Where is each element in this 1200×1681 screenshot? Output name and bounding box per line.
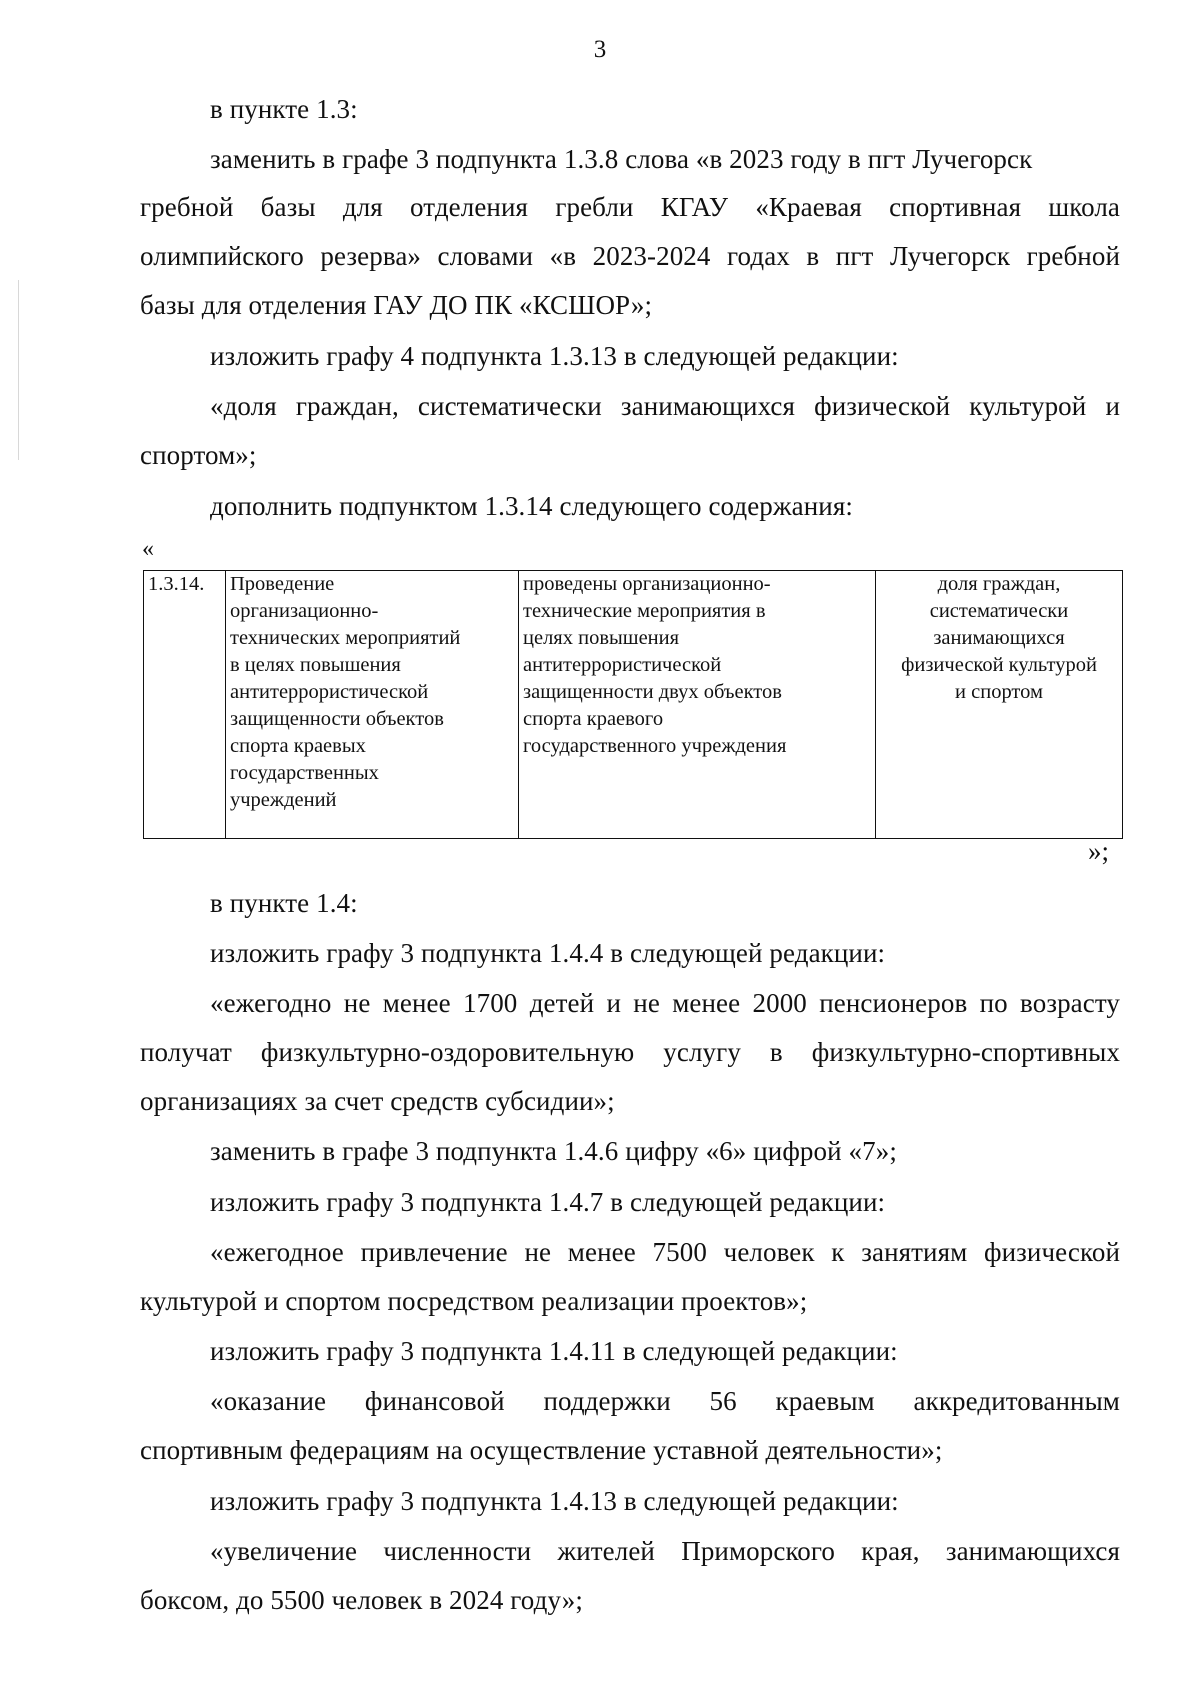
paragraph-line: олимпийского резерва» словами «в 2023-2024 годах в пгт Лучегорск гребной [140,241,1120,271]
quoted-text-line: спортом»; [140,440,257,470]
paragraph-line: базы для отделения ГАУ ДО ПК «КСШОР»; [140,290,653,320]
instruction-1-4-7: изложить графу 3 подпункта 1.4.7 в следующей редакции: [210,1187,886,1217]
quoted-text-line: «увеличение численности жителей Приморского края, занимающихся [210,1536,1120,1566]
paragraph-line: заменить в графе 3 подпункта 1.3.8 слова «в 2023 году в пгт Лучегорск [210,144,1033,174]
quoted-text-line: спортивным федерациям на осуществление уставной деятельности»; [140,1435,943,1465]
table-cell-result: проведены организационно- технические мероприятия в целях повышения антитеррористической защищенности двух объектов спорта краевого государственного учреждения [519,571,876,839]
quoted-text-line: получат физкультурно-оздоровительную услугу в физкультурно-спортивных [140,1037,1120,1067]
quoted-text-line: культурой и спортом посредством реализации проектов»; [140,1286,808,1316]
quoted-text-line: «ежегодно не менее 1700 детей и не менее 2000 пенсионеров по возрасту [210,988,1120,1018]
scan-edge-artifact [18,280,19,460]
paragraph-line: гребной базы для отделения гребли КГАУ «Краевая спортивная школа [140,192,1120,222]
instruction-1-4-6: заменить в графе 3 подпункта 1.4.6 цифру «6» цифрой «7»; [210,1136,897,1166]
table-cell-measure: Проведение организационно- технических мероприятий в целях повышения антитеррористической защищенности объектов спорта краевых государственных учреждений [226,571,519,839]
insert-table [143,570,1123,839]
table-cell-indicator: доля граждан, систематически занимающихся физической культурой и спортом [876,571,1123,839]
quoted-text-line: «доля граждан, систематически занимающихся физической культурой и [210,391,1120,421]
instruction-1-4-4: изложить графу 3 подпункта 1.4.4 в следующей редакции: [210,938,886,968]
instruction-1-3-14: дополнить подпунктом 1.3.14 следующего содержания: [210,491,853,521]
quoted-text-line: боксом, до 5500 человек в 2024 году»; [140,1585,583,1615]
quoted-text-line: «оказание финансовой поддержки 56 краевым аккредитованным [210,1386,1120,1416]
quoted-text-line: организациях за счет средств субсидии»; [140,1086,615,1116]
instruction-1-4-13: изложить графу 3 подпункта 1.4.13 в следующей редакции: [210,1486,899,1516]
table-cell-number: 1.3.14. [144,571,226,839]
page-number: 3 [593,36,607,63]
table-open-quote: « [142,536,154,562]
instruction-1-3-13: изложить графу 4 подпункта 1.3.13 в следующей редакции: [210,341,899,371]
instruction-1-4-11: изложить графу 3 подпункта 1.4.11 в следующей редакции: [210,1336,898,1366]
section-header-1-3: в пункте 1.3: [210,94,358,124]
table-row [144,571,1123,839]
quoted-text-line: «ежегодное привлечение не менее 7500 человек к занятиям физической [210,1237,1120,1267]
section-header-1-4: в пункте 1.4: [210,888,358,918]
table-close-quote: »; [1088,836,1110,866]
